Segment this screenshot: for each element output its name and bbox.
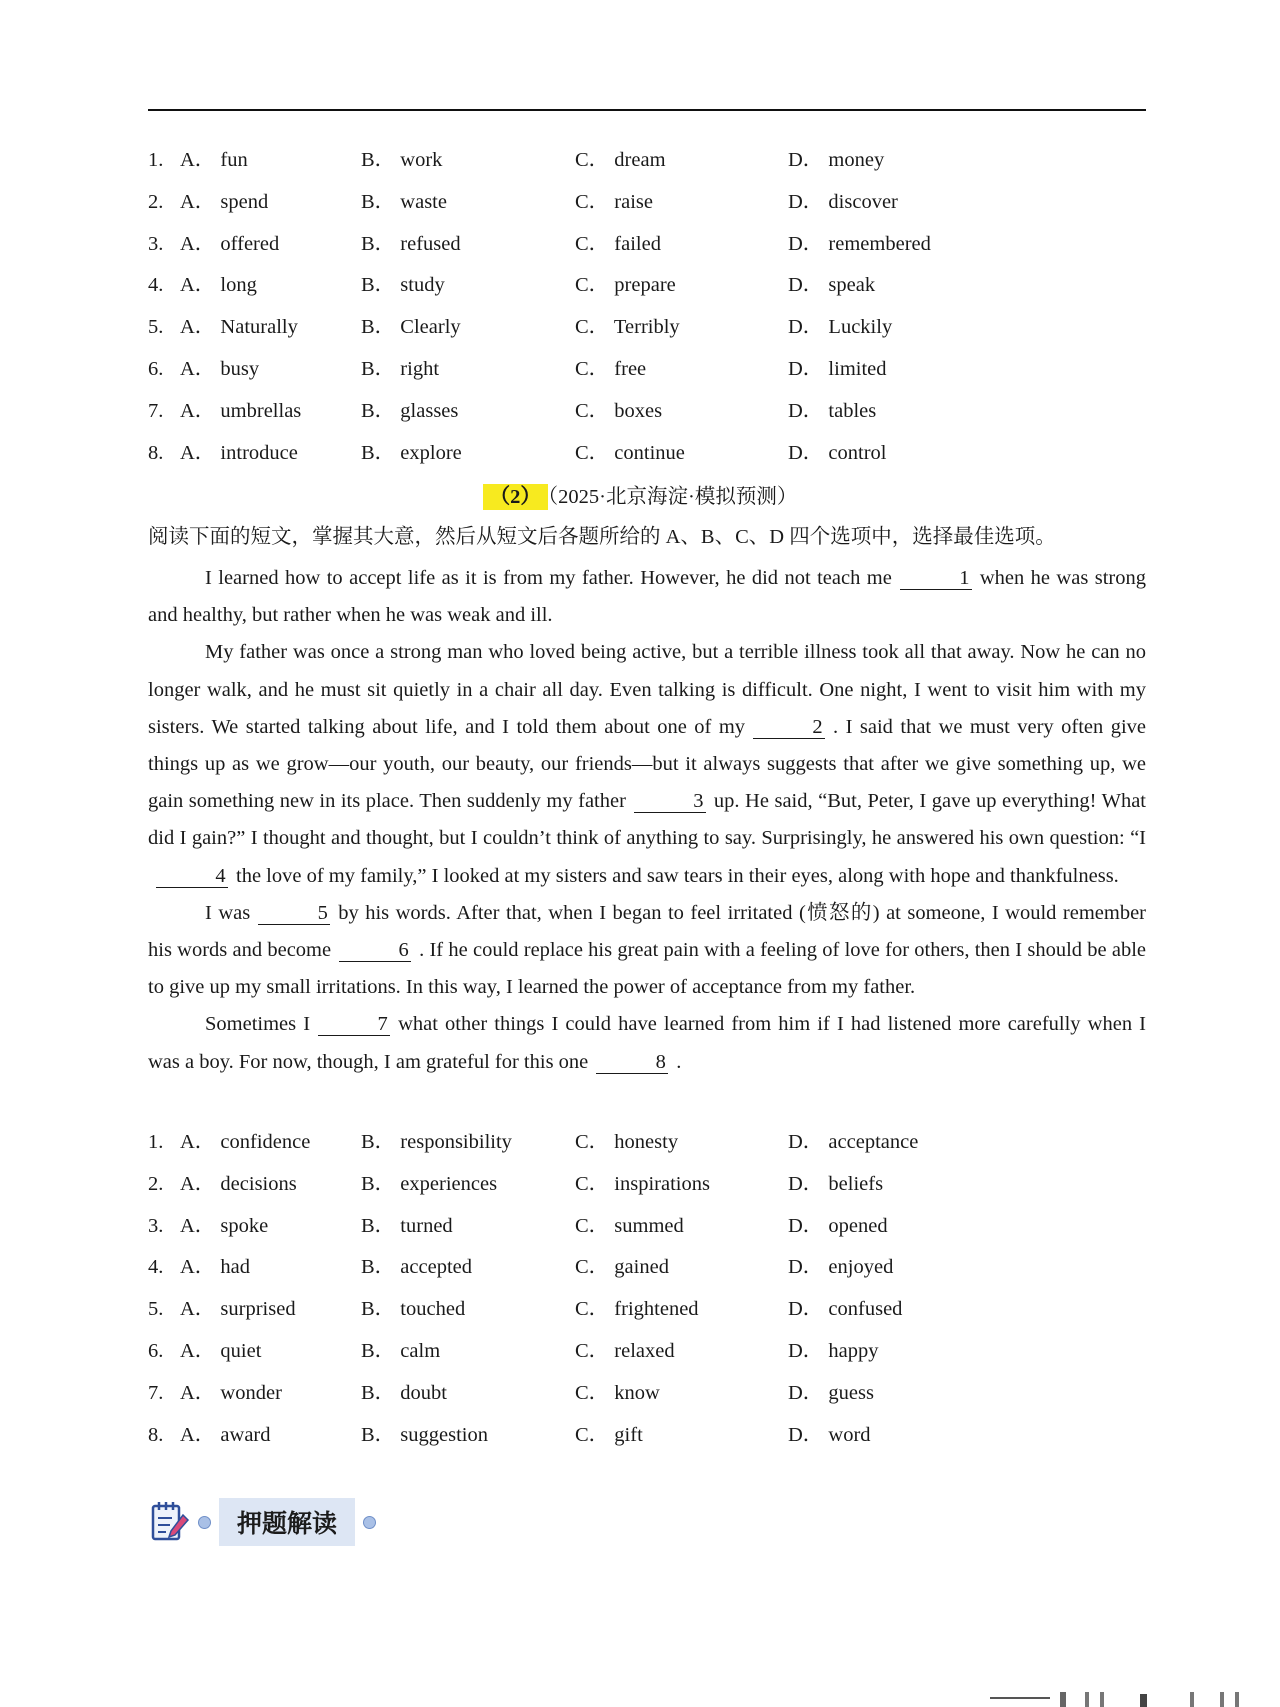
option-a: A． confidence: [180, 1131, 311, 1153]
option-d: D． beliefs: [788, 1172, 884, 1195]
question-number: 3.: [148, 1214, 164, 1237]
option-a: A． Naturally: [180, 316, 298, 339]
option-d: D． word: [788, 1423, 871, 1446]
top-divider: [148, 109, 1146, 111]
option-a: A． surprised: [180, 1298, 296, 1321]
option-a: A． offered: [180, 232, 280, 255]
question-number: 5.: [148, 316, 164, 339]
option-c: C． failed: [575, 232, 661, 255]
option-d: D． enjoyed: [788, 1256, 894, 1279]
option-c: C． boxes: [575, 399, 663, 422]
option-b: B． turned: [361, 1214, 453, 1237]
option-row: [148, 1331, 1148, 1373]
section-number-tag: （2）: [483, 484, 548, 510]
option-a: A． had: [180, 1256, 251, 1279]
passage-text: up. He said, “But, Peter, I gave up everything! What did I gain?” I thought and thought, but I couldn’t think of anything to say. Surprisingly, he answered his own question: “I: [148, 790, 1147, 850]
question-number: 8.: [148, 1423, 164, 1446]
option-row: [148, 140, 1148, 182]
option-b: B． touched: [361, 1298, 466, 1321]
passage-paragraph: [148, 1006, 1146, 1080]
option-d: D． guess: [788, 1381, 874, 1404]
option-a: A． long: [180, 274, 257, 297]
passage-text: . I said that we must very often give things up as we grow—our youth, our beauty, our friends—but it always suggests that after we give something up, we gain something new in its place. Then suddenly my father: [148, 715, 1147, 813]
option-d: D． discover: [788, 190, 898, 213]
option-c: C． know: [575, 1381, 660, 1404]
question-number: 6.: [148, 1339, 164, 1362]
option-a: A． umbrellas: [180, 399, 302, 422]
option-b: B． study: [361, 274, 445, 297]
passage-text: the love of my family,” I looked at my sisters and saw tears in their eyes, along with hope and thankfulness.: [236, 864, 1119, 887]
option-b: B． work: [361, 149, 443, 171]
blank-8: 8: [596, 1051, 668, 1074]
passage-text: . If he could replace his great pain with a feeling of love for others, then I should be able to give up my small irritations. In this way, I learned the power of acceptance from my father.: [148, 939, 1146, 999]
option-d: D． happy: [788, 1339, 879, 1362]
option-b: B． suggestion: [361, 1423, 488, 1446]
option-c: C． gained: [575, 1256, 669, 1279]
option-c: C． gift: [575, 1423, 643, 1446]
question-number: 4.: [148, 1256, 164, 1279]
option-c: C． raise: [575, 190, 653, 213]
option-c: C． relaxed: [575, 1339, 675, 1362]
option-b: B． right: [361, 357, 440, 380]
option-b: B． responsibility: [361, 1131, 512, 1153]
question-number: 5.: [148, 1298, 164, 1321]
part2-options: [148, 1122, 1148, 1456]
option-c: C． honesty: [575, 1131, 679, 1153]
option-b: B． refused: [361, 232, 461, 255]
option-b: B． doubt: [361, 1381, 447, 1404]
question-number: 2.: [148, 190, 164, 213]
option-c: C． frightened: [575, 1298, 699, 1321]
option-c: C． free: [575, 357, 647, 380]
option-row: [148, 1206, 1148, 1248]
passage-text: I learned how to accept life as it is from my father. However, he did not teach me: [205, 567, 892, 589]
option-b: B． Clearly: [361, 316, 461, 339]
passage-paragraph: [148, 560, 1146, 634]
part1-options: [148, 140, 1148, 474]
option-row: [148, 1415, 1148, 1457]
question-number: 1.: [148, 1131, 164, 1153]
option-d: D． Luckily: [788, 316, 893, 339]
option-a: A． quiet: [180, 1339, 262, 1362]
option-d: D． control: [788, 441, 887, 464]
section-header-label: 押题解读: [219, 1498, 355, 1546]
blank-3: 3: [634, 790, 706, 813]
option-a: A． introduce: [180, 441, 298, 464]
option-row: [148, 182, 1148, 224]
section-header: [150, 1497, 376, 1547]
decor-dot: [363, 1516, 376, 1529]
option-b: B． glasses: [361, 399, 459, 422]
question-number: 8.: [148, 441, 164, 464]
passage-text: My father was once a strong man who loved being active, but a terrible illness took all that away. Now he can no longer walk, and he must sit quietly in a chair all day. Even talking is difficult. One night, I went to visit him with my sisters. We started talking about life, and I told them about one of my: [148, 641, 1146, 738]
option-d: D． opened: [788, 1214, 888, 1237]
blank-4: 4: [156, 865, 228, 888]
option-d: D． acceptance: [788, 1131, 919, 1153]
option-row: [148, 1247, 1148, 1289]
passage-text: .: [676, 1050, 682, 1073]
option-c: C． prepare: [575, 274, 676, 297]
option-b: B． waste: [361, 190, 447, 213]
option-d: D． tables: [788, 399, 877, 422]
option-a: A． spend: [180, 190, 269, 213]
passage-paragraph: [148, 895, 1146, 1007]
option-row: [148, 307, 1148, 349]
option-b: B． explore: [361, 441, 462, 464]
option-d: D． confused: [788, 1298, 903, 1321]
option-c: C． inspirations: [575, 1172, 710, 1195]
decor-dot: [198, 1516, 211, 1529]
question-number: 2.: [148, 1172, 164, 1195]
option-row: [148, 1373, 1148, 1415]
option-b: B． experiences: [361, 1172, 498, 1195]
passage-text: I was: [205, 901, 251, 924]
question-number: 7.: [148, 1381, 164, 1404]
option-a: A． fun: [180, 149, 248, 171]
question-number: 1.: [148, 149, 164, 171]
option-a: A． decisions: [180, 1172, 297, 1195]
option-c: C． dream: [575, 149, 666, 171]
reading-passage: [148, 560, 1146, 1081]
option-d: D． remembered: [788, 232, 931, 255]
option-d: D． limited: [788, 357, 887, 380]
option-row: [148, 1289, 1148, 1331]
option-row: [148, 433, 1148, 475]
question-number: 4.: [148, 274, 164, 297]
blank-2: 2: [753, 716, 825, 739]
passage-text: when he was strong and healthy, but rather when he was weak and ill.: [148, 567, 1146, 627]
option-row: [148, 1164, 1148, 1206]
scan-mark: [990, 1692, 1260, 1707]
option-a: A． award: [180, 1423, 271, 1446]
option-a: A． spoke: [180, 1214, 269, 1237]
blank-5: 5: [258, 902, 330, 925]
blank-6: 6: [339, 939, 411, 962]
option-b: B． accepted: [361, 1256, 472, 1279]
blank-7: 7: [318, 1013, 390, 1036]
option-c: C． summed: [575, 1214, 684, 1237]
passage-text: by his words. After that, when I began to feel irritated (愤怒的) at someone, I would remember his words and become: [148, 901, 1146, 962]
option-c: C． continue: [575, 441, 685, 464]
section-title: [0, 478, 1280, 516]
option-row: [148, 349, 1148, 391]
option-c: C． Terribly: [575, 316, 680, 339]
passage-text: Sometimes I: [205, 1013, 311, 1036]
option-b: B． calm: [361, 1339, 441, 1362]
option-row: [148, 1122, 1148, 1164]
option-a: A． wonder: [180, 1381, 282, 1404]
passage-text: what other things I could have learned from him if I had listened more carefully when I was a boy. For now, though, I am grateful for this one: [148, 1013, 1147, 1073]
question-number: 3.: [148, 232, 164, 255]
option-a: A． busy: [180, 357, 260, 380]
option-d: D． money: [788, 149, 885, 171]
notepad-pencil-icon: [150, 1499, 190, 1545]
option-row: [148, 391, 1148, 433]
passage-paragraph: [148, 634, 1146, 894]
section-source: （2025·北京海淀·模拟预测）: [547, 486, 798, 508]
option-row: [148, 265, 1148, 307]
section-instruction: 阅读下面的短文，掌握其大意，然后从短文后各题所给的 A、B、C、D 四个选项中，选择最佳选项。: [148, 526, 1056, 548]
option-d: D． speak: [788, 274, 876, 297]
option-row: [148, 224, 1148, 266]
blank-1: 1: [900, 567, 972, 590]
question-number: 6.: [148, 357, 164, 380]
question-number: 7.: [148, 399, 164, 422]
